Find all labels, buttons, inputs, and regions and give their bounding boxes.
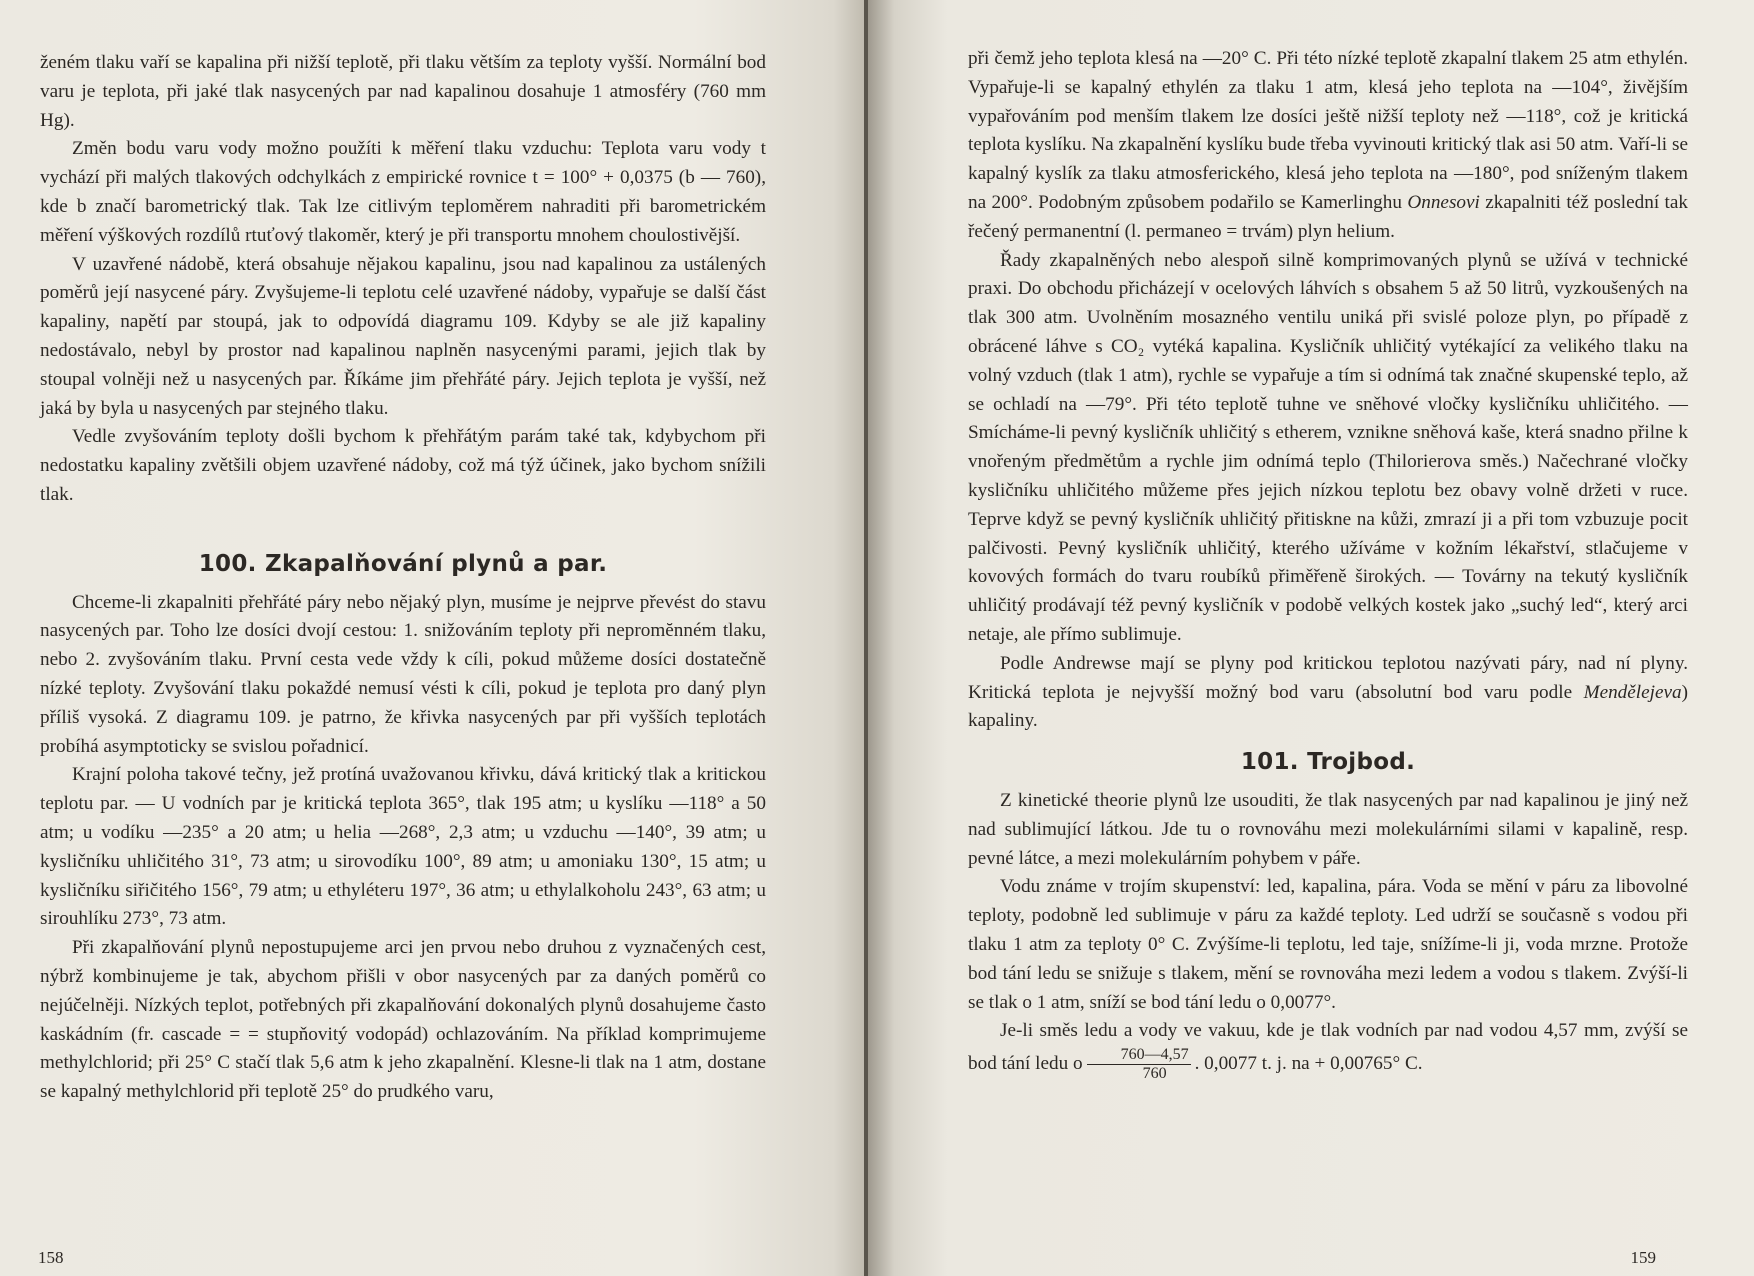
paragraph: Změn bodu varu vody možno použíti k měření tlaku vzduchu: Teplota varu vody t vychází při malých tlakových odchylkách z empirické rovnice t = 100° + 0,0375 (b — 760), kde b značí barometrický tlak. Tak lze citlivým teploměrem nahraditi při barometrickém měření výškových rozdílů rtuťový tlakoměr, který je při transportu mnohem choulostivější. — [40, 138, 766, 246]
paragraph: Z kinetické theorie plynů lze usouditi, že tlak nasycených par nad kapalinou je jiný než nad sublimující látkou. Jde tu o rovnováhu mezi molekulárními silami v kapalině, resp. pevné látce, a mezi molekulárním pohybem v páře. — [968, 789, 1688, 869]
fraction-denominator: 760 — [1142, 1065, 1167, 1083]
paragraph-text: . 0,0077 t. j. na + 0,00765° C. — [1194, 1053, 1423, 1074]
section-heading: 100. Zkapalňování plynů a par. — [198, 550, 608, 577]
italic-name: Mendělejeva — [1583, 681, 1682, 703]
fraction-numerator: 760—4,57 — [1087, 1046, 1191, 1065]
paragraph — [968, 1017, 1688, 1083]
paragraph — [968, 45, 1688, 247]
paragraph-text: při čemž jeho teplota klesá na —20° C. Při této nízké teplotě zkapalní tlakem 25 atm ethylén. Vypařuje-li se kapalný ethylén za tlaku 1 atm, klesá jeho teplota na —104°, živějším vypařováním pod menším tlakem lze dosíci ještě nižší teploty než —118°, což je kritická teplota kyslíku. Na zkapalnění kyslíku bude třeba vyvinouti kritický tlak asi 50 atm. Vaří-li se kapalný kyslík za tlaku atmosferického, klesá jeho teplota na —180°, pod sníženým tlakem na 200°. Podobným způsobem podařilo se Kamerlinghu — [968, 48, 1688, 213]
paragraph: Chceme-li zkapalniti přehřáté páry nebo nějaký plyn, musíme je nejprve převést do stavu nasycených par. Toho lze dosíci dvojí cestou: 1. snižováním teploty při nepromĕnném tlaku, nebo 2. zvyšováním tlaku. První cesta vede vždy k cíli, pokud můžeme dosíci dostatečně nízké teploty. Zvyšování tlaku pokaždé nemusí vésti k cíli, pokud je teplota pro daný plyn příliš vysoká. Z diagramu 109. je patrno, že křivka nasycených par při vyšších teplotách probíhá asymptoticky se svislou pořadnicí. — [40, 591, 766, 757]
fraction — [1087, 1046, 1191, 1083]
section-heading: 101. Trojbod. — [1240, 749, 1416, 776]
paragraph: Při zkapalňování plynů nepostupujeme arci jen prvou nebo druhou z vyznačených cest, nýbrž kombinujeme je tak, abychom přišli v obor nasycených par za daných poměrů co nejúčelněji. Nízkých teplot, potřebných při zkapalňování dokonalých plynů dosahujeme často kaskádním (fr. cascade = = stupňovitý vodopád) ochlazováním. Na příklad komprimujeme methylchlorid; při 25° C stačí tlak 5,6 atm k jeho zkapalnění. Klesne-li tlak na 1 atm, dostane se kapalný methylchlorid při teplotě 25° do prudkého varu, — [40, 937, 766, 1103]
right-page — [868, 0, 1754, 1276]
left-text-block — [40, 49, 766, 1107]
paragraph: Vedle zvyšováním teploty došli bychom k přehřátým parám také tak, kdybychom při nedostatku kapaliny zvětšili objem uzavřené nádoby, což má týž účinek, jako bychom snížili tlak. — [40, 426, 766, 505]
page-number: 158 — [38, 1248, 64, 1267]
italic-name: Onnesovi — [1407, 191, 1480, 213]
paragraph-text: Je-li směs ledu a vody ve vakuu, kde je tlak vodních par nad vodou 4,57 mm, zvýší se bod tání ledu o — [968, 1020, 1688, 1074]
left-page — [0, 0, 868, 1276]
paragraph: Vodu známe v trojím skupenství: led, kapalina, pára. Voda se mění v páru za libovolné teploty, podobně led sublimuje v páru za každé teploty. Led udrží se současně s vodou při tlaku 1 atm za teploty 0° C. Zvýšíme-li teplotu, led taje, snížíme-li ji, voda mrzne. Protože bod tání ledu se snižuje s tlakem, mění se rovnováha mezi ledem a vodou s tlakem. Zvýší-li se tlak o 1 atm, sníží se bod tání ledu o 0,0077°. — [968, 876, 1688, 1013]
paragraph-text: Podle Andrewse mají se plyny pod kritickou teplotou nazývati páry, nad ní plyny. Kritická teplota je nejvyšší možný bod varu (absolutní bod varu podle — [968, 652, 1688, 703]
paragraph-text: zkapalniti též poslední tak řečený permanentní (l. permaneo = trvám) plyn helium. — [968, 191, 1688, 242]
paragraph: ženém tlaku vaří se kapalina při nižší teplotě, při tlaku větším za teploty vyšší. Normální bod varu je teplota, při jaké tlak nasycených par nad kapalinou dosahuje 1 atmosféry (760 mm Hg). — [40, 52, 766, 131]
right-text-block — [968, 45, 1688, 1083]
paragraph: V uzavřené nádobě, která obsahuje nějakou kapalinu, jsou nad kapalinou za ustálených poměrů její nasycené páry. Zvyšujeme-li teplotu celé uzavřené nádoby, vypařuje se další část kapaliny, napětí par stoupá, jak to odpovídá diagramu 109. Kdyby se ale již kapaliny nedostávalo, nebyl by prostor nad kapalinou naplněn nasycenými parami, jejich tlak by stoupal volněji než u nasycených par. Říkáme jim přehřáté páry. Jejich teplota je vyšší, než jaká by byla u nasycených par stejného tlaku. — [40, 253, 766, 419]
paragraph: Řady zkapalněných nebo alespoň silně komprimovaných plynů se užívá v technické praxi. Do obchodu přicházejí v ocelových láhvích s obsahem 5 až 50 litrů, vyzkoušených na tlak 300 atm. Uvolněním mosazného ventilu uniká při svislé poloze plyn, po případě z obrácené láhve s CO₂ vytéká kapalina. Kysličník uhličitý vytékající za velikého tlaku na volný vzduch (tlak 1 atm), rychle se vypařuje a tím si odnímá tak značné skupenské teplo, až se ochladí na —79°. Při této teplotě tuhne ve sněhové vločky kysličníku uhličitého. — Smícháme-li pevný kysličník uhličitý s etherem, vznikne sněhová kaše, která snadno přilne k vnořeným předmětům a rychle jim odnímá teplo (Thilorierova směs.) Načechrané vločky kysličníku uhličitého můžeme přes jejich nízkou teplotu bez obavy volně držeti v ruce. Teprve když se pevný kysličník uhličitý přitiskne na kůži, zmrazí ji a při tom vzbuzuje pocit palčivosti. Pevný kysličník uhličitý, kterého užíváme v kožním lékařství, stlačujeme v kovových formách do tvaru roubíků přiměřeně širokých. — Továrny na tekutý kysličník uhličitý prodávají též pevný kysličník v podobě velkých kostek jako „suchý led“, který arci netaje, ale přímo sublimuje. — [968, 249, 1688, 645]
page-number: 159 — [1630, 1248, 1656, 1267]
paragraph: Krajní poloha takové tečny, jež protíná uvažovanou křivku, dává kritický tlak a kritickou teplotu par. — U vodních par je kritická teplota 365°, tlak 195 atm; u kyslíku —118° a 50 atm; u vodíku —235° a 20 atm; u helia —268°, 2,3 atm; u vzduchu —140°, 39 atm; u kysličníku uhličitého 31°, 73 atm; u sirovodíku 100°, 89 atm; u amoniaku 130°, 15 atm; u kysličníku siřičitého 156°, 79 atm; u ethyléteru 197°, 36 atm; u ethylalkoholu 243°, 63 atm; u sirouhlíku 273°, 73 atm. — [40, 764, 766, 930]
paragraph — [968, 650, 1688, 736]
paragraph-text: ) kapaliny. — [968, 681, 1688, 732]
